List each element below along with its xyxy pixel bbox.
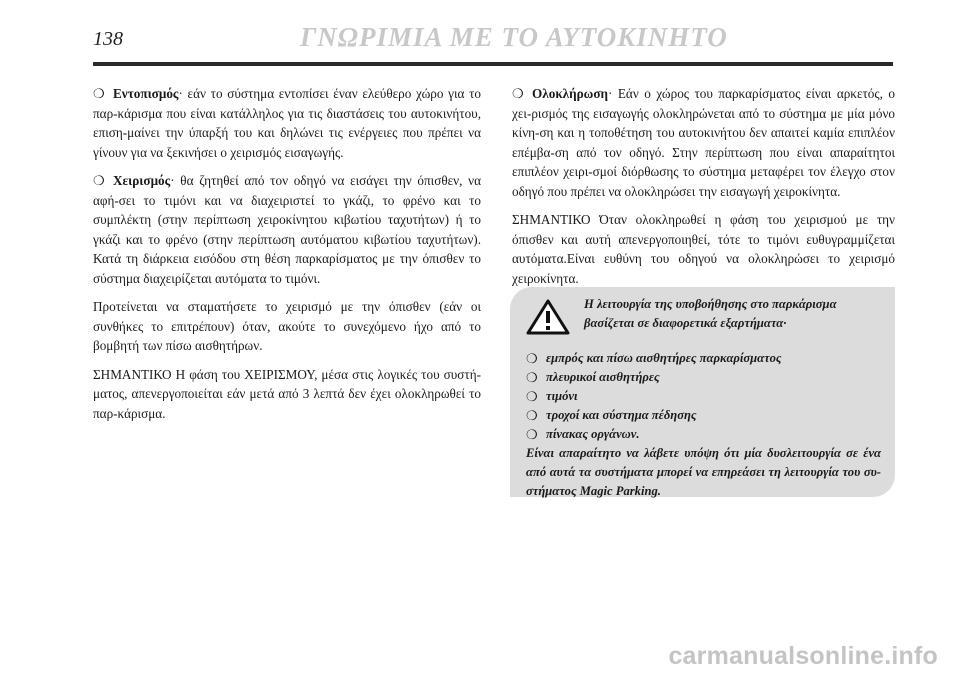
bullet-icon: ❍ xyxy=(526,408,538,423)
header-rule xyxy=(93,62,893,66)
list-item-text: εμπρός και πίσω αισθητήρες παρκαρίσματος xyxy=(546,351,782,365)
term-detection: Εντοπισμός xyxy=(113,86,179,101)
warning-list xyxy=(526,349,881,444)
detection-text: · εάν το σύστημα εντοπίσει έναν ελεύθερο χώρο για το παρ-κάρισμα που είναι κατάλληλος για τις διαστάσεις του αυτοκινήτου, επιση-μαίνει την ύπαρξή του και δηλώνει τις ενέργειες που πρέπει να γίνουν για να ξεκινήσει ο χειρισμός εισαγωγής. xyxy=(93,86,481,160)
right-column xyxy=(512,84,895,297)
list-item xyxy=(526,387,881,406)
completion-text: · Εάν ο χώρος του παρκαρίσματος είναι αρκετός, ο χει-ρισμός της εισαγωγής ολοκληρώνεται από το σύστημα με μία μόνο κίνη-ση και η τοποθέτηση του αυτοκινήτου δεν απαιτεί καμία επιπλέον επέμβα-ση από τον οδηγό. Στην περίπτωση που είναι απαραίτητοι επιπλέον χειρι-σμοί διόρθωσης το σύστημα μεταφέρει τον έλεγχο στον οδηγό που πρέπει να ολοκληρώσει την εισαγωγή χειροκίνητα. xyxy=(512,86,895,199)
warning-note: Είναι απαραίτητο να λάβετε υπόψη ότι μία δυσλειτουργία σε ένα από αυτά τα συστήματα μπορεί να επηρεάσει τη λειτουργία του συ-στήματος Magic Parking. xyxy=(526,446,881,498)
chapter-title: ΓΝΩΡΙΜΙΑ ΜΕ ΤΟ ΑΥΤΟΚΙΝΗΤΟ xyxy=(300,22,728,52)
left-column xyxy=(93,84,481,432)
bullet-icon: ❍ xyxy=(526,427,538,442)
bullet-icon: ❍ xyxy=(93,173,105,188)
bullet-icon: ❍ xyxy=(512,86,524,101)
paragraph-maneuver xyxy=(93,171,481,288)
list-item-text: πίνακας οργάνων. xyxy=(546,427,640,441)
term-maneuver: Χειρισμός xyxy=(113,173,171,188)
list-item-text: τροχοί και σύστημα πέδησης xyxy=(546,408,697,422)
paragraph-completion xyxy=(512,84,895,201)
bullet-icon: ❍ xyxy=(526,389,538,404)
paragraph-important-left: ΣΗΜΑΝΤΙΚΟ Η φάση του ΧΕΙΡΙΣΜΟΥ, μέσα στις λογικές του συστή-ματος, απενεργοποιείται εάν μετά από 3 λεπτά δεν έχει ολοκληρωθεί το παρ-κάρισμα. xyxy=(93,366,481,421)
list-item-text: τιμόνι xyxy=(546,389,578,403)
warning-intro: Η λειτουργία της υποβοήθησης στο παρκάρισμα βασίζεται σε διαφορετικά εξαρτήματα· xyxy=(584,297,837,330)
warning-header xyxy=(526,295,881,335)
bullet-icon: ❍ xyxy=(93,86,105,101)
bullet-icon: ❍ xyxy=(526,370,538,385)
paragraph-recommendation: Προτείνεται να σταματήσετε το χειρισμό με την όπισθεν (εάν οι συνθήκες το επιτρέπουν) όταν, ακούτε το συνεχόμενο ήχο από το βομβητή των πίσω αισθητήρων. xyxy=(93,299,481,353)
list-item-text: πλευρικοί αισθητήρες xyxy=(546,370,660,384)
list-item xyxy=(526,368,881,387)
list-item xyxy=(526,349,881,368)
list-item xyxy=(526,425,881,444)
warning-triangle-icon xyxy=(526,299,570,335)
paragraph-important-right: ΣΗΜΑΝΤΙΚΟ Όταν ολοκληρωθεί η φάση του χειρισμού με την όπισθεν και αυτή απενεργοποιηθεί, τότε το τιμόνι ευθυγραμμίζεται αυτόματα.Είναι ευθύνη του οδηγού να ολοκληρώσει το χειρισμό χειροκίνητα. xyxy=(512,212,895,286)
term-completion: Ολοκλήρωση xyxy=(532,86,608,101)
maneuver-text: · θα ζητηθεί από τον οδηγό να εισάγει την όπισθεν, να αφή-σει το τιμόνι και να διαχειριστεί το γκάζι, το φρένο και το συμπλέκτη (στην περίπτωση χειροκίνητου κιβωτίου ταχυτήτων) ή το γκάζι και το φρένο (στην περίπτωση αυτόματου κιβωτίου ταχυτήτων). Κατά τη διάρκεια εισόδου στη θέση παρκαρίσματος με την όπισθεν το σύστημα διαχειρίζεται αυτόματα το τιμόνι. xyxy=(93,173,481,286)
list-item xyxy=(526,406,881,425)
page-number: 138 xyxy=(93,28,123,50)
bullet-icon: ❍ xyxy=(526,351,538,366)
warning-box xyxy=(510,287,895,497)
watermark: carmanualsonline.info xyxy=(668,642,938,670)
paragraph-detection xyxy=(93,84,481,162)
